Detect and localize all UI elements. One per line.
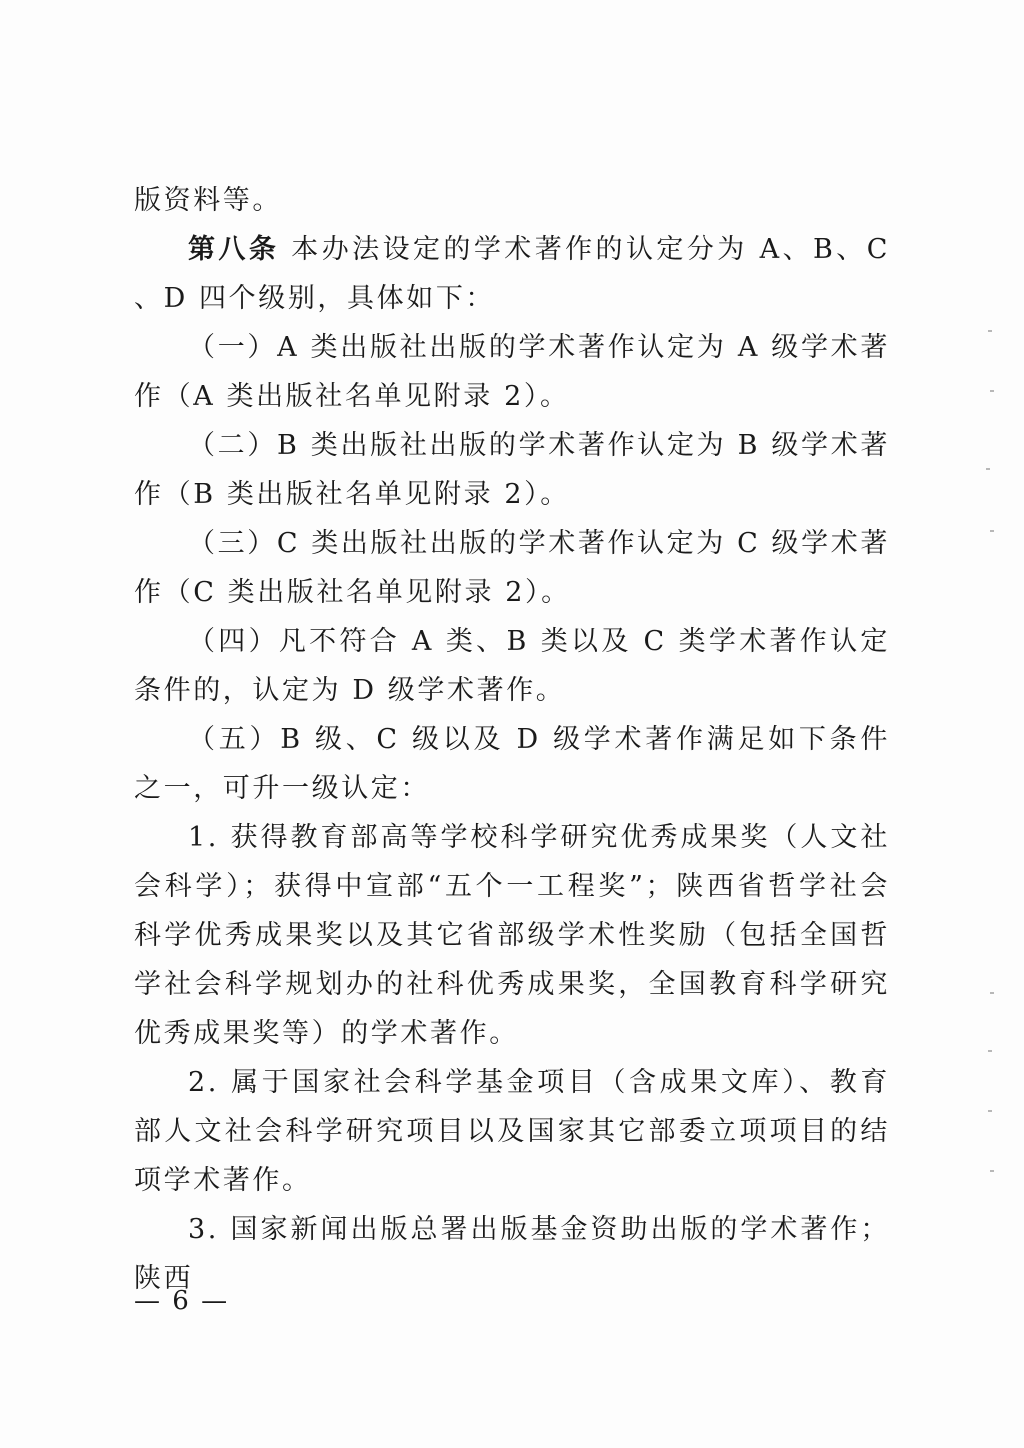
scan-speck	[988, 330, 992, 332]
page-number: — 6 —	[134, 1286, 230, 1316]
document-body	[134, 176, 890, 1303]
scan-speck	[990, 530, 994, 532]
paragraph-text: （五）B 级、C 级以及 D 级学术著作满足如下条件之一，可升一级认定：	[134, 724, 890, 804]
scan-speck	[990, 1170, 994, 1172]
paragraph-text: （一）A 类出版社出版的学术著作认定为 A 级学术著作（A 类出版社名单见附录 2）。	[134, 332, 890, 412]
item-4-paragraph	[134, 617, 890, 715]
paragraph-text: 本办法设定的学术著作的认定分为 A、B、C、D 四个级别，具体如下：	[134, 234, 890, 314]
article-8-paragraph	[134, 225, 890, 323]
condition-1-paragraph	[134, 813, 890, 1058]
paragraph-text: 1. 获得教育部高等学校科学研究优秀成果奖（人文社会科学）；获得中宣部“五个一工程奖”；陕西省哲学社会科学优秀成果奖以及其它省部级学术性奖励（包括全国哲学社会科学规划办的社科优秀成果奖，全国教育科学研究优秀成果奖等）的学术著作。	[134, 822, 890, 1049]
scan-speck	[988, 1110, 992, 1112]
item-2-paragraph	[134, 421, 890, 519]
paragraph-continuation	[134, 176, 890, 225]
scan-speck	[990, 992, 994, 994]
scan-margin-marks	[980, 320, 1000, 1220]
paragraph-text: 2. 属于国家社会科学基金项目（含成果文库）、教育部人文社会科学研究项目以及国家其它部委立项项目的结项学术著作。	[134, 1067, 890, 1196]
paragraph-text: 3. 国家新闻出版总署出版基金资助出版的学术著作；陕西	[134, 1214, 890, 1294]
condition-2-paragraph	[134, 1058, 890, 1205]
paragraph-text: （三）C 类出版社出版的学术著作认定为 C 级学术著作（C 类出版社名单见附录 2）。	[134, 528, 890, 608]
item-5-paragraph	[134, 715, 890, 813]
item-3-paragraph	[134, 519, 890, 617]
scan-speck	[986, 468, 990, 470]
scan-speck	[990, 390, 994, 392]
article-heading: 第八条	[188, 234, 280, 265]
condition-3-paragraph	[134, 1205, 890, 1303]
paragraph-text: 版资料等。	[134, 185, 282, 216]
item-1-paragraph	[134, 323, 890, 421]
scan-speck	[988, 1050, 992, 1052]
paragraph-text: （二）B 类出版社出版的学术著作认定为 B 级学术著作（B 类出版社名单见附录 2）。	[134, 430, 890, 510]
paragraph-text: （四）凡不符合 A 类、B 类以及 C 类学术著作认定条件的，认定为 D 级学术著作。	[134, 626, 890, 706]
